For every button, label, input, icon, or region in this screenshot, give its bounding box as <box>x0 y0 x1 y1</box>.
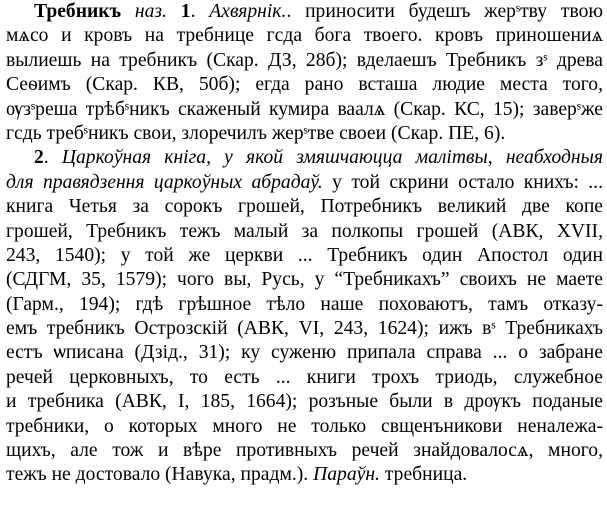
entry-line-16 <box>6 366 603 390</box>
sense-2-text-line: грошей, Требникъ тежъ малый за полкопы грошей (АВК, XVII, <box>6 220 603 242</box>
entry-line-1: Требникъ наз. 1. Ахвярнік.. приносити будешъ жерˢтву твою <box>34 1 603 22</box>
sense-2-gloss-a: Царкоўная кніга, у якой змяшчаюцца малітвы, неабходныя <box>61 147 604 169</box>
sense-1-gloss: Ахвярнік. <box>209 1 287 22</box>
sense-2-text-line: у той скрини остало книхъ: ... <box>322 171 603 193</box>
entry-line-6 <box>6 122 603 146</box>
entry-line-15 <box>6 341 603 365</box>
entry-line-7: 2. Царкоўная кніга, у якой змяшчаюцца малітвы, неабходныя <box>34 147 604 169</box>
compare-value: требница. <box>384 464 468 486</box>
sense-1-text-line: мѧсо и кровъ на требнице гсда бога твоего. кровъ приношениѧ <box>6 25 603 47</box>
entry-line-10 <box>6 220 603 244</box>
entry-line-18 <box>6 415 603 439</box>
sense-1-text-line: . приносити будешъ жерˢтву твою <box>286 1 603 22</box>
sense-1-text-line: вылиешь на требникъ (Скар. ДЗ, 28б); вделаешъ Требникъ зˢ древа <box>6 49 603 71</box>
sense-1-text-line: ѹзˢреша трѣбˢникъ скаженый кумира ваалѧ (Скар. КС, 15); заверˢже <box>6 98 603 120</box>
sense-2-text-line: (Гарм., 194); гдѣ грѣшное тѣло наше поховаютъ, тамъ отказу- <box>6 293 603 315</box>
sense-1-text-line: Сеѳимъ (Скар. КВ, 50б); егда рано всташа людие места того, <box>6 74 603 96</box>
sense-2-text-line: естъ ѡписана (Дзід., 31); ку суженю припала справа ... о забране <box>6 342 603 364</box>
sense-2-text-line: (СДГМ, 35, 1579); чого вы, Русь, у “Требникахъ” своихъ не маете <box>6 269 603 291</box>
entry-line-13 <box>6 293 603 317</box>
grammar-label: наз. <box>134 1 167 22</box>
sense-2-last-line: тежъ не достовало (Навука, прадм.). <box>6 464 309 486</box>
sense-number-1: 1 <box>180 1 191 22</box>
sense-2-text-line: требники, о которых много не только свщенъникови неналежа- <box>6 415 603 437</box>
sense-2-text-line: речей церковныхъ, то есть ... книги трохъ триодь, служебное <box>6 366 603 388</box>
sense-number-2: 2 <box>34 147 44 169</box>
entry-line-19 <box>6 439 603 463</box>
sense-2-text-line: 243, 1540); у той же церкви ... Требникъ один Апостол один <box>6 244 603 266</box>
entry-line-9 <box>6 195 603 219</box>
entry-line-8 <box>6 171 603 195</box>
sense-2-text-line: щихъ, але тож и вѣре противныхъ речей знайдовалосѧ, много, <box>6 440 603 462</box>
dictionary-entry <box>6 0 603 488</box>
entry-line-11 <box>6 244 603 268</box>
headword: Требникъ <box>34 1 122 22</box>
compare-label: Параўн. <box>313 464 380 486</box>
sense-2-gloss-b: для правядзення царкоўных абрадаў. <box>6 171 323 193</box>
entry-line-20 <box>6 463 603 487</box>
entry-line-5 <box>6 98 603 122</box>
sense-2-text-line: и требника (АВК, I, 185, 1664); розъные были в дрѹкъ поданые <box>6 391 603 413</box>
entry-line-3 <box>6 49 603 73</box>
entry-line-14 <box>6 317 603 341</box>
entry-line-4 <box>6 73 603 97</box>
sense-2-text-line: книга Четья за сорокъ грошей, Потребникъ великий две копе <box>6 196 603 218</box>
sense-2-text-line: емъ требникъ Острозскій (АВК, VI, 243, 1624); ижъ вˢ Требникахъ <box>6 318 603 340</box>
entry-line-12 <box>6 268 603 292</box>
sense-1-text-line: гсдь требˢникъ свои, злоречилъ жерˢтве своеи (Скар. ПЕ, 6). <box>6 122 506 144</box>
entry-line-17 <box>6 390 603 414</box>
entry-line-2 <box>6 24 603 48</box>
